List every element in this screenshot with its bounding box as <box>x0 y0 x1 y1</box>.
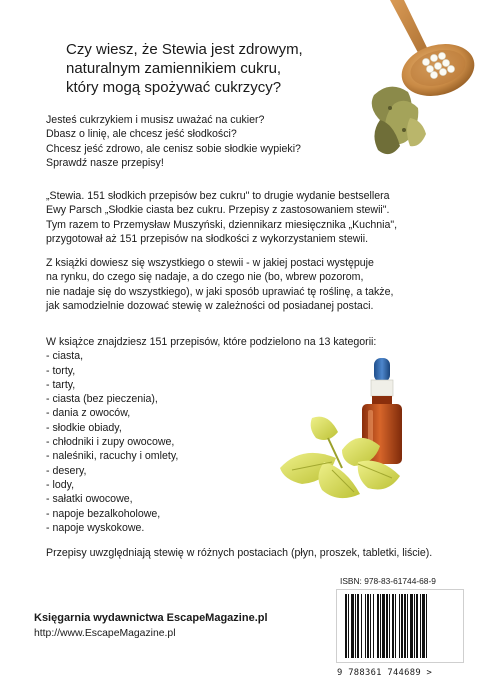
headline-line: Czy wiesz, że Stewia jest zdrowym, <box>66 41 303 58</box>
publisher-website: http://www.EscapeMagazine.pl <box>34 628 176 639</box>
barcode-bar <box>410 594 413 658</box>
category-item: - chłodniki i zupy owocowe, <box>46 436 175 449</box>
barcode-bar <box>407 594 408 658</box>
barcode-bar <box>365 594 366 658</box>
barcode-bar <box>414 594 415 658</box>
category-item: - słodkie obiady, <box>46 421 122 434</box>
barcode-bar <box>404 594 406 658</box>
barcode-bar <box>380 594 381 658</box>
barcode-bar <box>392 594 394 658</box>
barcode-bar <box>420 594 421 658</box>
category-item: - tarty, <box>46 378 76 391</box>
learn-line: jak samodzielnie dozować stewię w zależności od posiadanej postaci. <box>46 299 374 312</box>
headline <box>66 40 356 97</box>
book-info-paragraph <box>46 189 397 246</box>
book-info-line: Tym razem to Przemysław Muszyński, dziennikarz miesięcznika „Kuchnia", <box>46 218 398 231</box>
barcode-bar <box>382 594 385 658</box>
category-item: - desery, <box>46 464 87 477</box>
headline-line: który mogą spożywać cukrzycy? <box>66 79 282 96</box>
book-info-line: przygotował aż 151 przepisów na słodkości z wykorzystaniem stewii. <box>46 232 369 245</box>
dried-stevia-leaves <box>372 87 426 155</box>
barcode-bar <box>401 594 403 658</box>
book-info-line: Ewy Parsch „Słodkie ciasta bez cukru. Przepisy z zastosowaniem stewii". <box>46 204 390 217</box>
barcode-bar <box>351 594 354 658</box>
barcode-bar <box>377 594 379 658</box>
barcode-bar <box>389 594 390 658</box>
barcode-bar <box>395 594 396 658</box>
barcode-bar <box>361 594 362 658</box>
publisher-name: Księgarnia wydawnictwa EscapeMagazine.pl <box>34 612 268 624</box>
barcode-bar <box>355 594 356 658</box>
category-item: - napoje bezalkoholowe, <box>46 507 161 520</box>
category-item: - ciasta (bez pieczenia), <box>46 393 158 406</box>
barcode-bar <box>426 594 427 658</box>
category-item: - torty, <box>46 364 76 377</box>
barcode-bar <box>416 594 418 658</box>
headline-line: naturalnym zamiennikiem cukru, <box>66 60 282 77</box>
category-item: - dania z owoców, <box>46 407 131 420</box>
barcode-bar <box>357 594 359 658</box>
intro-line: Chcesz jeść zdrowo, ale cenisz sobie słodkie wypieki? <box>46 142 301 155</box>
barcode-bar <box>399 594 400 658</box>
learn-line: Z książki dowiesz się wszystkiego o stewii - w jakiej postaci występuje <box>46 257 374 269</box>
learn-line: na rynku, do czego się nadaje, a do czego nie (bo, wbrew pozorom, <box>46 271 364 284</box>
category-item: - ciasta, <box>46 350 84 363</box>
intro-line: Sprawdź nasze przepisy! <box>46 156 164 169</box>
category-item: - lody, <box>46 478 75 491</box>
barcode-bar <box>348 594 349 658</box>
intro-line: Jesteś cukrzykiem i musisz uważać na cukier? <box>46 114 265 126</box>
barcode <box>336 589 464 663</box>
barcode-bar <box>373 594 374 658</box>
barcode-bar <box>422 594 425 658</box>
barcode-digits: 9 788361 744689 > <box>337 668 433 678</box>
category-item: - naleśniki, racuchy i omlety, <box>46 450 179 463</box>
learn-paragraph <box>46 256 393 313</box>
stevia-bottle-illustration <box>262 358 422 508</box>
barcode-bar <box>386 594 388 658</box>
barcode-bar <box>345 594 347 658</box>
intro-line: Dbasz o linię, ale chcesz jeść słodkości? <box>46 128 237 141</box>
isbn-number: ISBN: 978-83-61744-68-9 <box>340 576 436 586</box>
barcode-bar <box>367 594 369 658</box>
contents-intro: W książce znajdziesz 151 przepisów, które podzielono na 13 kategorii: <box>46 336 377 348</box>
forms-note: Przepisy uwzględniają stewię w różnych postaciach (płyn, proszek, tabletki, liście). <box>46 547 433 559</box>
intro-paragraph <box>46 113 301 170</box>
learn-line: nie nadaje się do wszystkiego), w jaki sposób uprawiać tę roślinę, a także, <box>46 285 394 298</box>
category-item: - napoje wyskokowe. <box>46 521 145 534</box>
barcode-bars <box>337 590 463 662</box>
category-item: - sałatki owocowe, <box>46 493 133 506</box>
book-info-line: „Stewia. 151 słodkich przepisów bez cukru" to drugie wydanie bestsellera <box>46 190 390 202</box>
spoon-illustration <box>360 0 494 170</box>
barcode-bar <box>370 594 371 658</box>
